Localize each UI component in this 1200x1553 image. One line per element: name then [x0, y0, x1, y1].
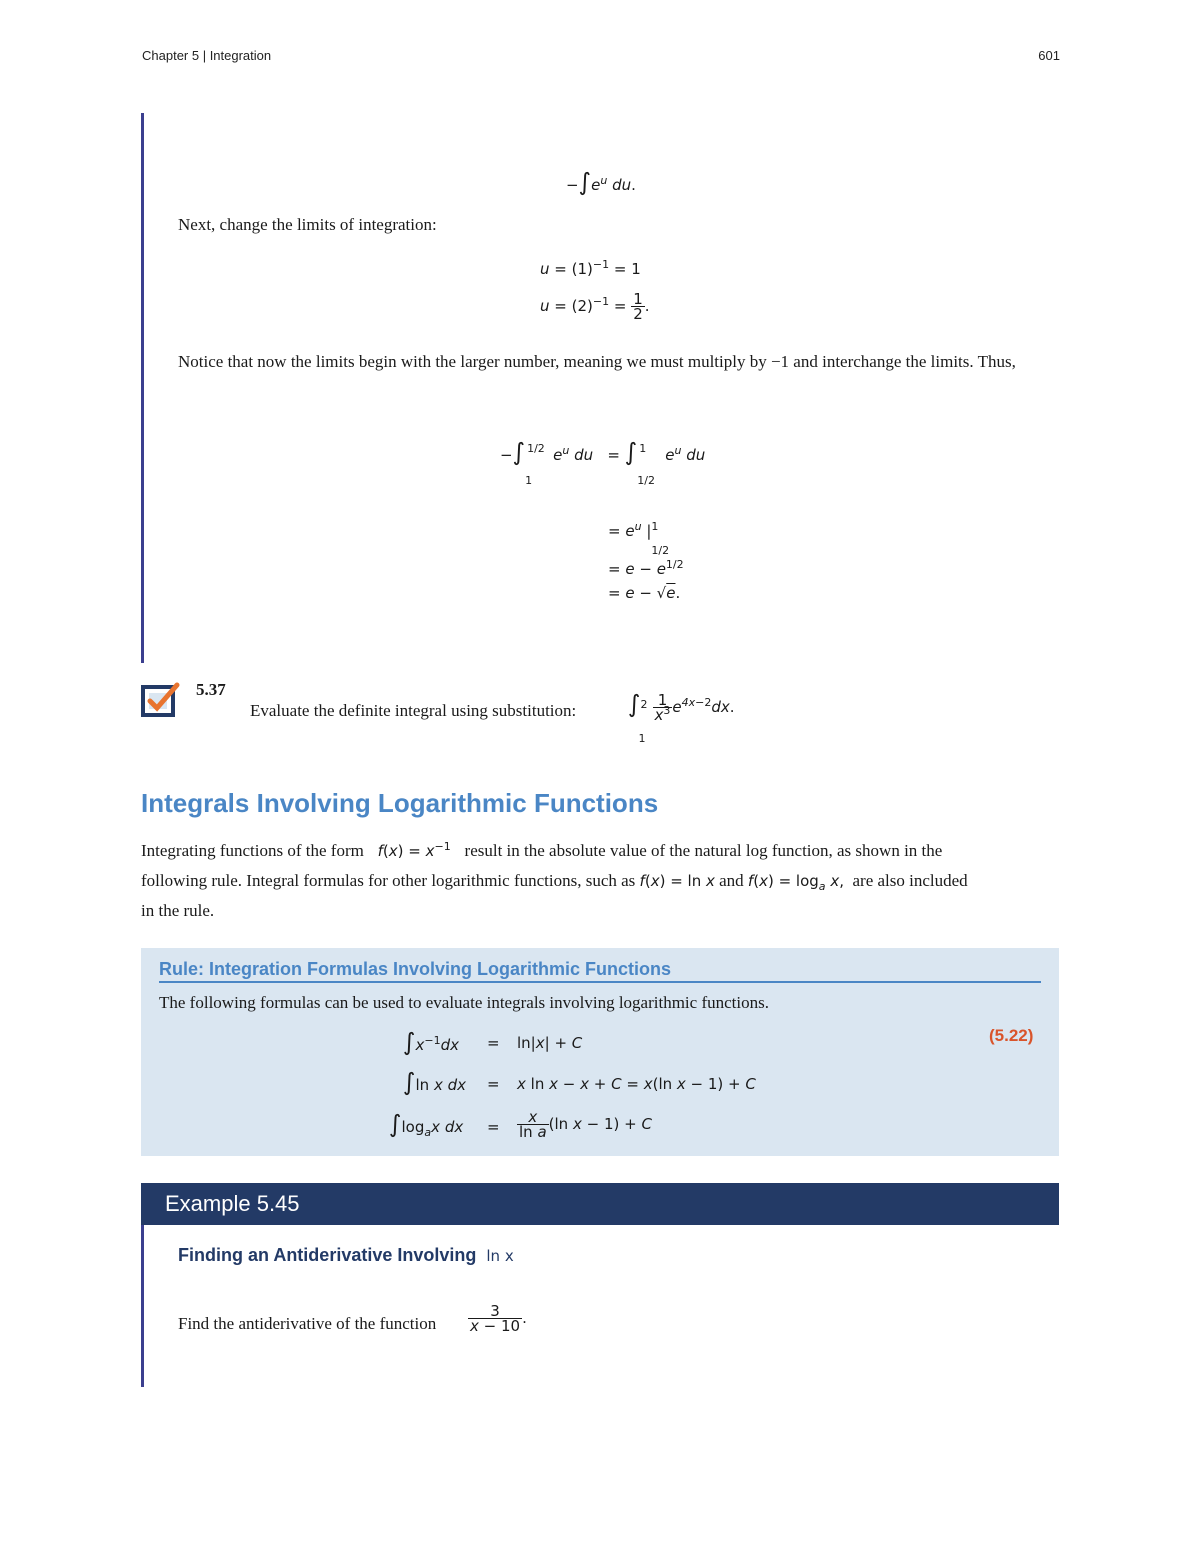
checkpoint-integral: ∫ 2 1 $\frac{1}{x^3}$ $e^{4x-2}dx$. [628, 690, 735, 745]
equation-evaluation-line1: −∫ 1/2 1 $e^u$ du = ∫ 1 1/2 $e^u$ du [500, 438, 706, 487]
intro-line-1: Integrating functions of the form $f(x) = x^{-1}$ result in the absolute value of the natural log function, as shown in the [141, 840, 943, 860]
formula-3-lhs: $\int\log_ax$ dx [389, 1110, 464, 1139]
rule-box [141, 948, 1059, 1156]
formula-1-eq: = [487, 1034, 500, 1052]
equation-evaluation-line4: = e − √e. [608, 584, 681, 602]
example-problem: Find the antiderivative of the function [178, 1314, 437, 1333]
example-header-bar [141, 1183, 1059, 1225]
example-left-rule [141, 113, 144, 663]
step-text-limits: Next, change the limits of integration: [178, 215, 437, 234]
formula-1-rhs: ln|x| + C [517, 1034, 583, 1052]
page-number: 601 [1038, 48, 1060, 63]
formula-2-rhs: x ln x − x + C = x(ln x − 1) + C [517, 1075, 756, 1093]
formula-2-eq: = [487, 1075, 500, 1093]
rule-description: The following formulas can be used to evaluate integrals involving logarithmic functions. [159, 993, 769, 1012]
rule-title-underline [159, 981, 1041, 983]
example-fraction: $\frac{3}{x - 10}$ . [470, 1302, 527, 1335]
checkpoint-prompt: Evaluate the definite integral using substitution: [250, 701, 577, 720]
checkpoint-icon [141, 681, 181, 717]
equation-limit-2: $u = (2)^{-1}$ = $\frac{1}{2}$ . [540, 290, 650, 323]
example-subtitle-math: ln x [486, 1247, 514, 1265]
example-body-left-rule [141, 1225, 144, 1387]
running-header: Chapter 5 | Integration [142, 48, 272, 63]
example-label: Example 5.45 [165, 1191, 300, 1216]
example-subtitle: Finding an Antiderivative Involving ln x [178, 1245, 514, 1265]
intro-line-2: following rule. Integral formulas for other logarithmic functions, such as f(x) = ln x and $f(x) = \log_a x$, are also included [141, 871, 968, 893]
formula-2-lhs: ∫ln x dx [403, 1068, 467, 1096]
equation-limit-1: $u = (1)^{-1} = 1$ [540, 258, 641, 278]
formula-1-lhs: $\int x^{-1}dx$ [403, 1028, 460, 1056]
equation-evaluation-line3: = $e - e^{1/2}$ [608, 558, 684, 578]
section-title: Integrals Involving Logarithmic Functions [141, 788, 659, 818]
rule-title: Rule: Integration Formulas Involving Logarithmic Functions [159, 959, 672, 979]
equation-evaluation-line2: = $e^u$ | 1 1/2 [608, 520, 670, 557]
step-text-notice: Notice that now the limits begin with the larger number, meaning we must multiply by −1 and interchange the limits. Thus, [178, 352, 1016, 371]
formula-3-eq: = [487, 1118, 500, 1136]
intro-line-3: in the rule. [141, 901, 215, 920]
equation-neg-integral: $-\int e^u$ du. [566, 168, 636, 196]
checkpoint-number: 5.37 [196, 680, 226, 699]
formula-3-rhs: $\frac{x}{\text{ln a}}$ (ln x − 1) + C [519, 1108, 652, 1141]
equation-number: (5.22) [989, 1026, 1034, 1045]
